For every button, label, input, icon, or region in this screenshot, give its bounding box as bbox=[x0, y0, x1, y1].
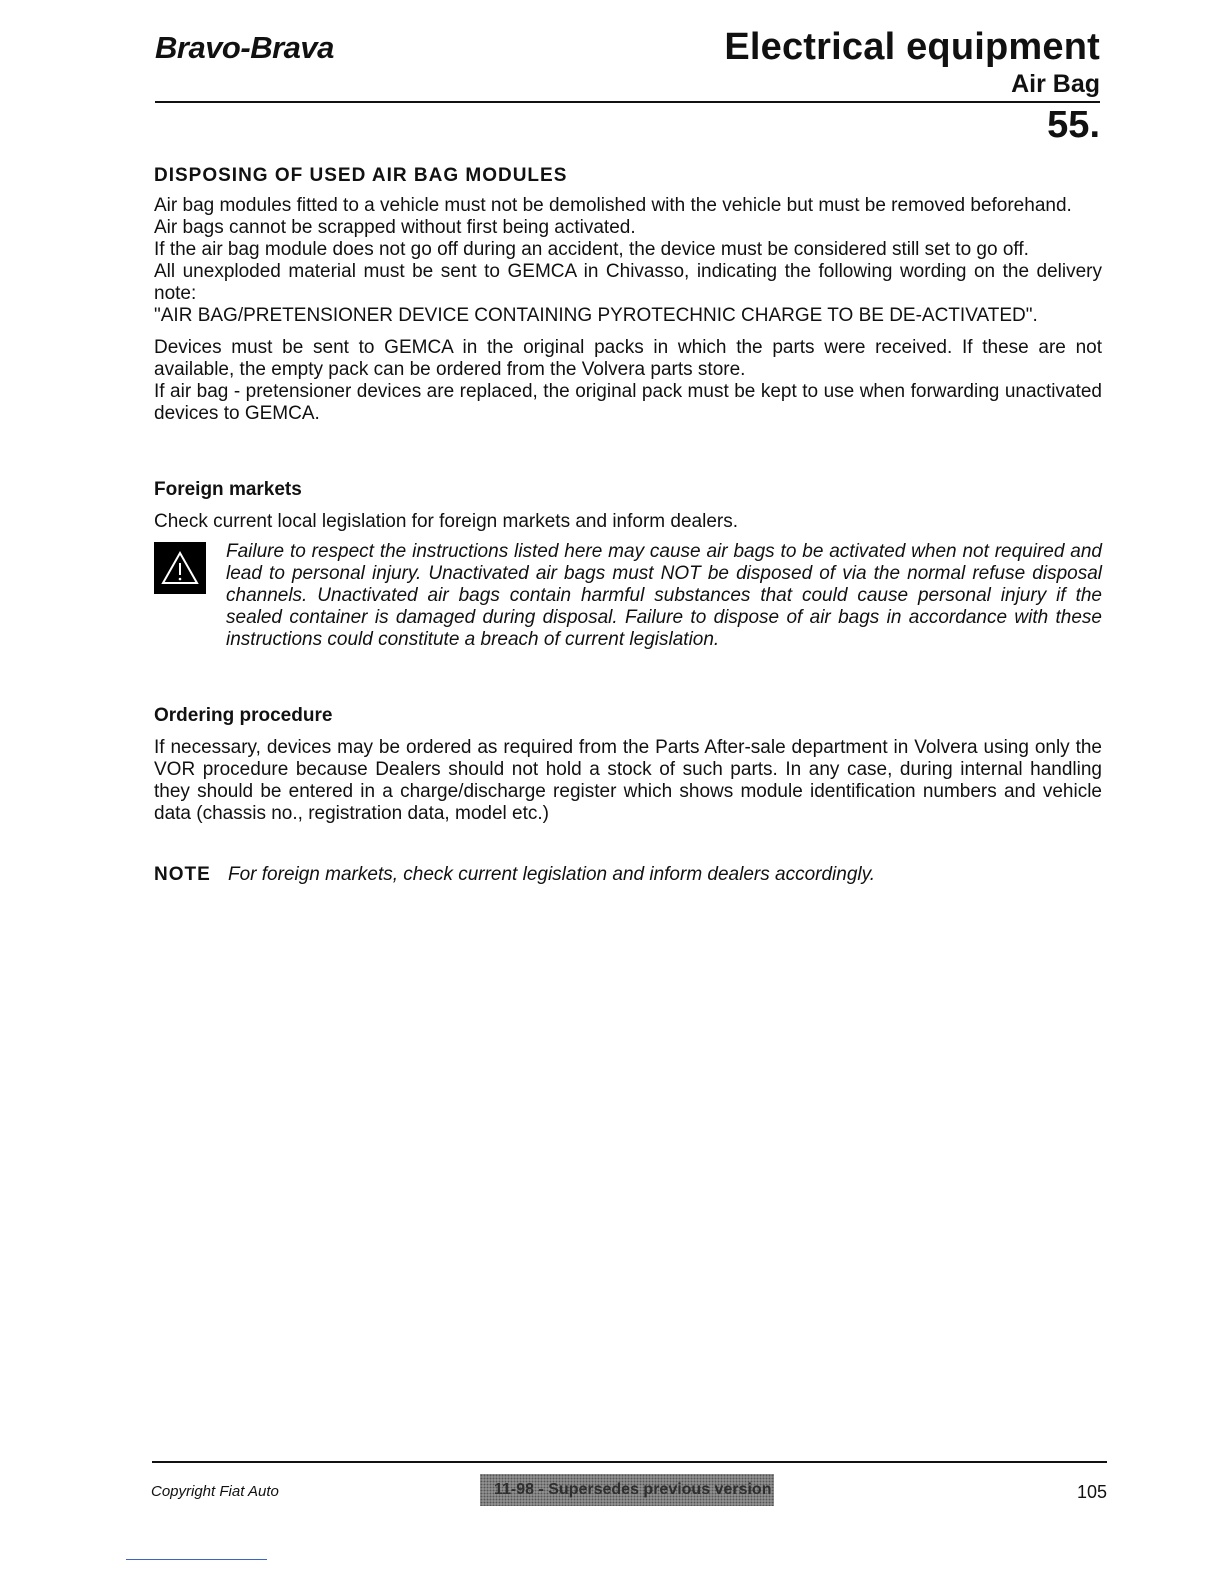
header-rule bbox=[155, 101, 1100, 103]
disposing-para-4: All unexploded material must be sent to GEMCA in Chivasso, indicating the following wording on the delivery note: bbox=[154, 261, 1102, 304]
warning-text: Failure to respect the instructions listed here may cause air bags to be activated when not required and lead to personal injury. Unactivated air bags must NOT be disposed of via the normal refuse disposal channels. Unactivated air bags contain harmful substances that could cause personal injury if the sealed container is damaged during disposal. Failure to dispose of air bags in accordance with these instructions could constitute a breach of current legislation. bbox=[226, 541, 1102, 650]
note-label: NOTE bbox=[154, 864, 211, 885]
scan-artifact-line bbox=[126, 1559, 267, 1560]
foreign-markets-heading: Foreign markets bbox=[154, 479, 302, 500]
disposing-heading: DISPOSING OF USED AIR BAG MODULES bbox=[154, 165, 568, 186]
disposing-para-5: "AIR BAG/PRETENSIONER DEVICE CONTAINING PYROTECHNIC CHARGE TO BE DE-ACTIVATED". bbox=[154, 305, 1038, 326]
warning-block bbox=[154, 541, 1102, 651]
revision-stamp: 11-98 - Supersedes previous version bbox=[480, 1474, 774, 1506]
page-number: 105 bbox=[1076, 1482, 1107, 1502]
section-number: 55. bbox=[1047, 104, 1100, 146]
disposing-para-7: If air bag - pretensioner devices are replaced, the original pack must be kept to use when forwarding unactivated devices to GEMCA. bbox=[154, 381, 1102, 424]
copyright-text: Copyright Fiat Auto bbox=[151, 1483, 279, 1500]
note-text: For foreign markets, check current legislation and inform dealers accordingly. bbox=[228, 864, 875, 885]
disposing-para-3: If the air bag module does not go off during an accident, the device must be considered still set to go off. bbox=[154, 239, 1029, 260]
ordering-heading: Ordering procedure bbox=[154, 705, 333, 726]
disposing-para-2: Air bags cannot be scrapped without first being activated. bbox=[154, 217, 636, 238]
chapter-title: Electrical equipment bbox=[724, 26, 1100, 68]
brand-title: Bravo-Brava bbox=[155, 30, 334, 65]
footer-rule bbox=[152, 1461, 1107, 1463]
disposing-para-6: Devices must be sent to GEMCA in the original packs in which the parts were received. If these are not available, the empty pack can be ordered from the Volvera parts store. bbox=[154, 337, 1102, 380]
page-content bbox=[154, 165, 1102, 886]
foreign-markets-para: Check current local legislation for foreign markets and inform dealers. bbox=[154, 511, 738, 532]
note-block bbox=[154, 864, 1102, 886]
warning-triangle-icon bbox=[154, 542, 206, 594]
disposing-para-1: Air bag modules fitted to a vehicle must not be demolished with the vehicle but must be removed beforehand. bbox=[154, 195, 1072, 216]
ordering-para: If necessary, devices may be ordered as required from the Parts After-sale department in Volvera using only the VOR procedure because Dealers should not hold a stock of such parts. In any case, during internal handling they should be entered in a charge/discharge register which shows module identification numbers and vehicle data (chassis no., registration data, model etc.) bbox=[154, 737, 1102, 824]
section-title: Air Bag bbox=[1011, 70, 1100, 98]
